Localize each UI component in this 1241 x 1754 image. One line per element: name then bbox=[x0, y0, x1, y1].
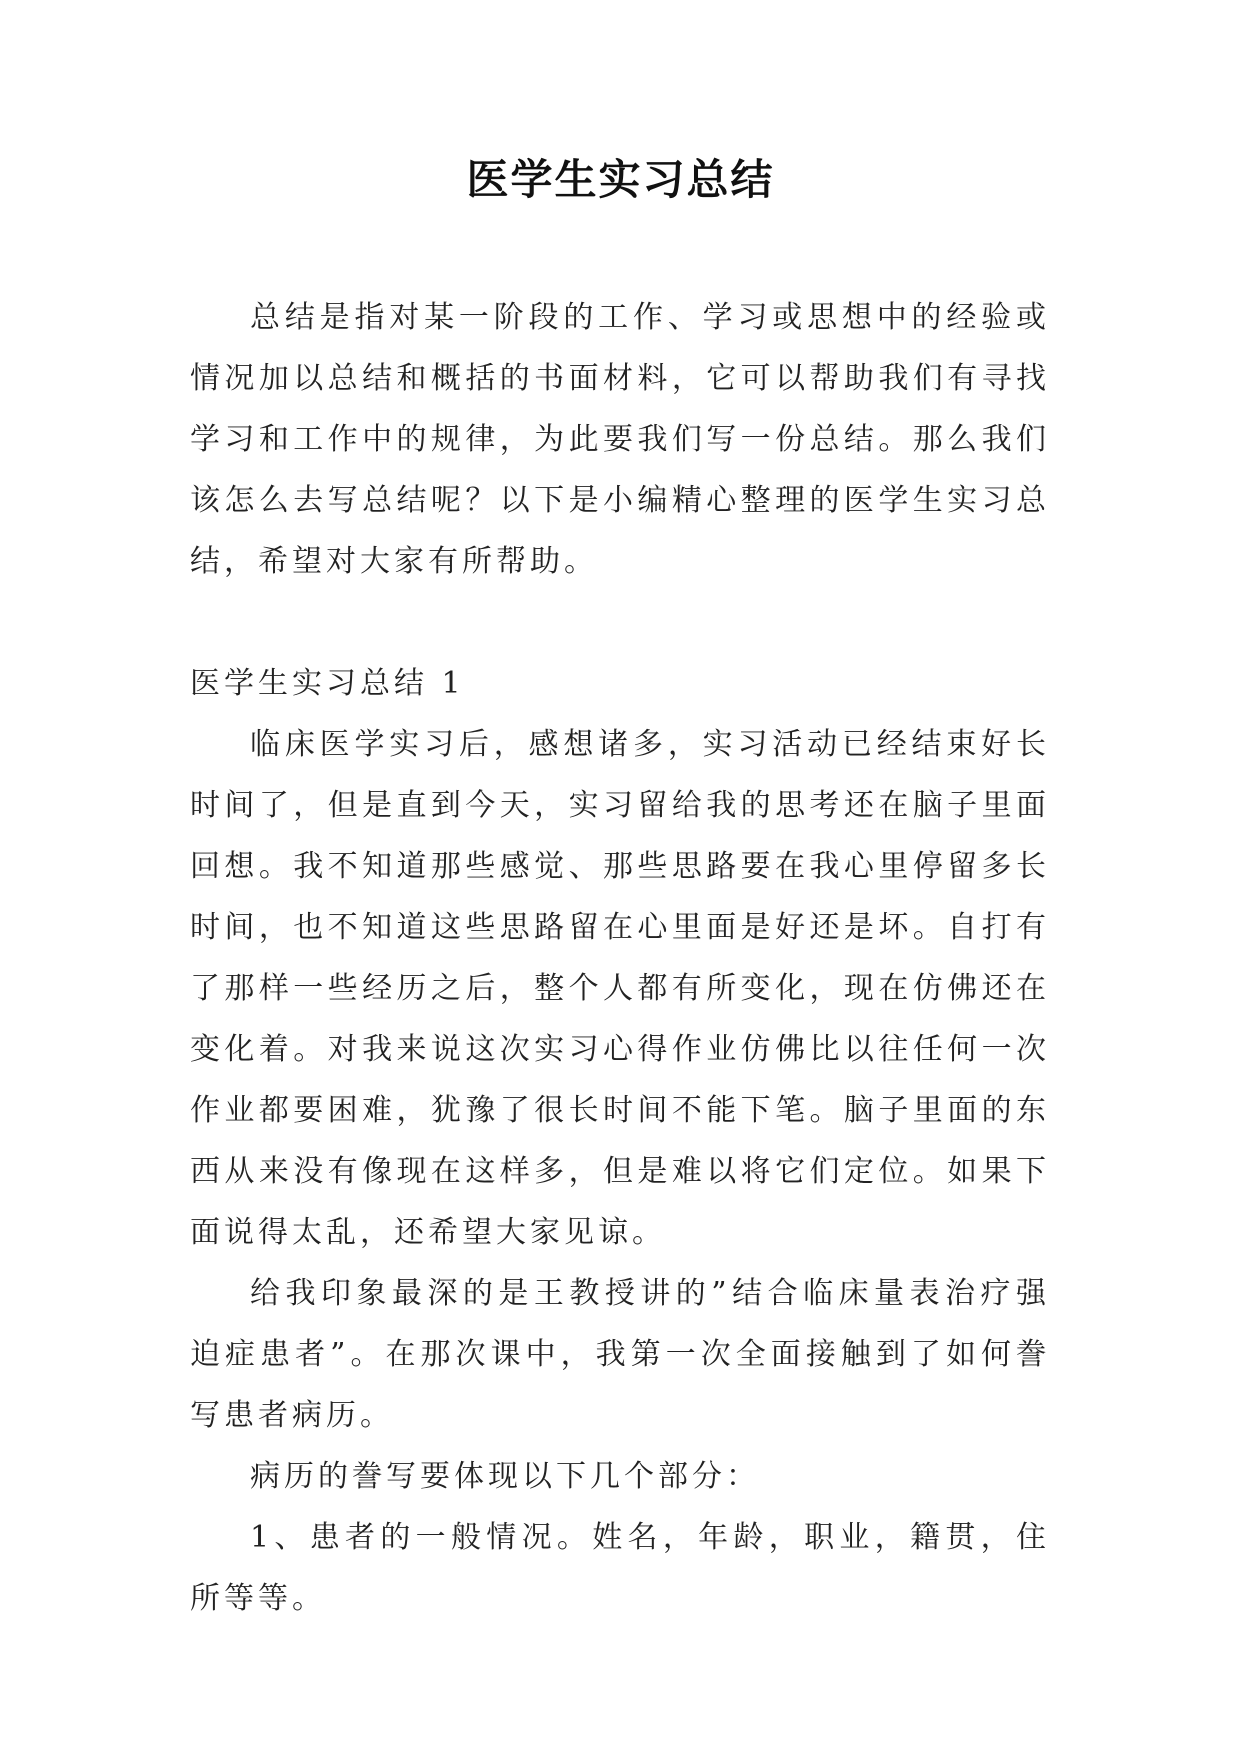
body-paragraph: 病历的誊写要体现以下几个部分： bbox=[250, 1459, 760, 1494]
body-paragraph: 临床医学实习后，感想诸多，实习活动已经结束好长时间了，但是直到今天，实习留给我的思考还在脑子里面回想。我不知道那些感觉、那些思路要在我心里停留多长时间，也不知道这些思路留在心里面是好还是坏。自打有了那样一些经历之后，整个人都有所变化，现在仿佛还在变化着。对我来说这次实习心得作业仿佛比以往任何一次作业都要困难，犹豫了很长时间不能下笔。脑子里面的东西从来没有像现在这样多，但是难以将它们定位。如果下面说得太乱，还希望大家见谅。 bbox=[190, 727, 1050, 1250]
section-heading: 医学生实习总结 1 bbox=[190, 666, 465, 701]
document-title: 医学生实习总结 bbox=[466, 155, 775, 204]
document-body bbox=[190, 287, 1050, 1629]
body-paragraph: 给我印象最深的是王教授讲的”结合临床量表治疗强迫症患者”。在那次课中，我第一次全面接触到了如何誊写患者病历。 bbox=[190, 1276, 1050, 1433]
body-paragraph: 1、患者的一般情况。姓名，年龄，职业，籍贯，住所等等。 bbox=[190, 1520, 1050, 1616]
intro-paragraph: 总结是指对某一阶段的工作、学习或思想中的经验或情况加以总结和概括的书面材料，它可以帮助我们有寻找学习和工作中的规律，为此要我们写一份总结。那么我们该怎么去写总结呢？以下是小编精心整理的医学生实习总结，希望对大家有所帮助。 bbox=[190, 300, 1050, 579]
